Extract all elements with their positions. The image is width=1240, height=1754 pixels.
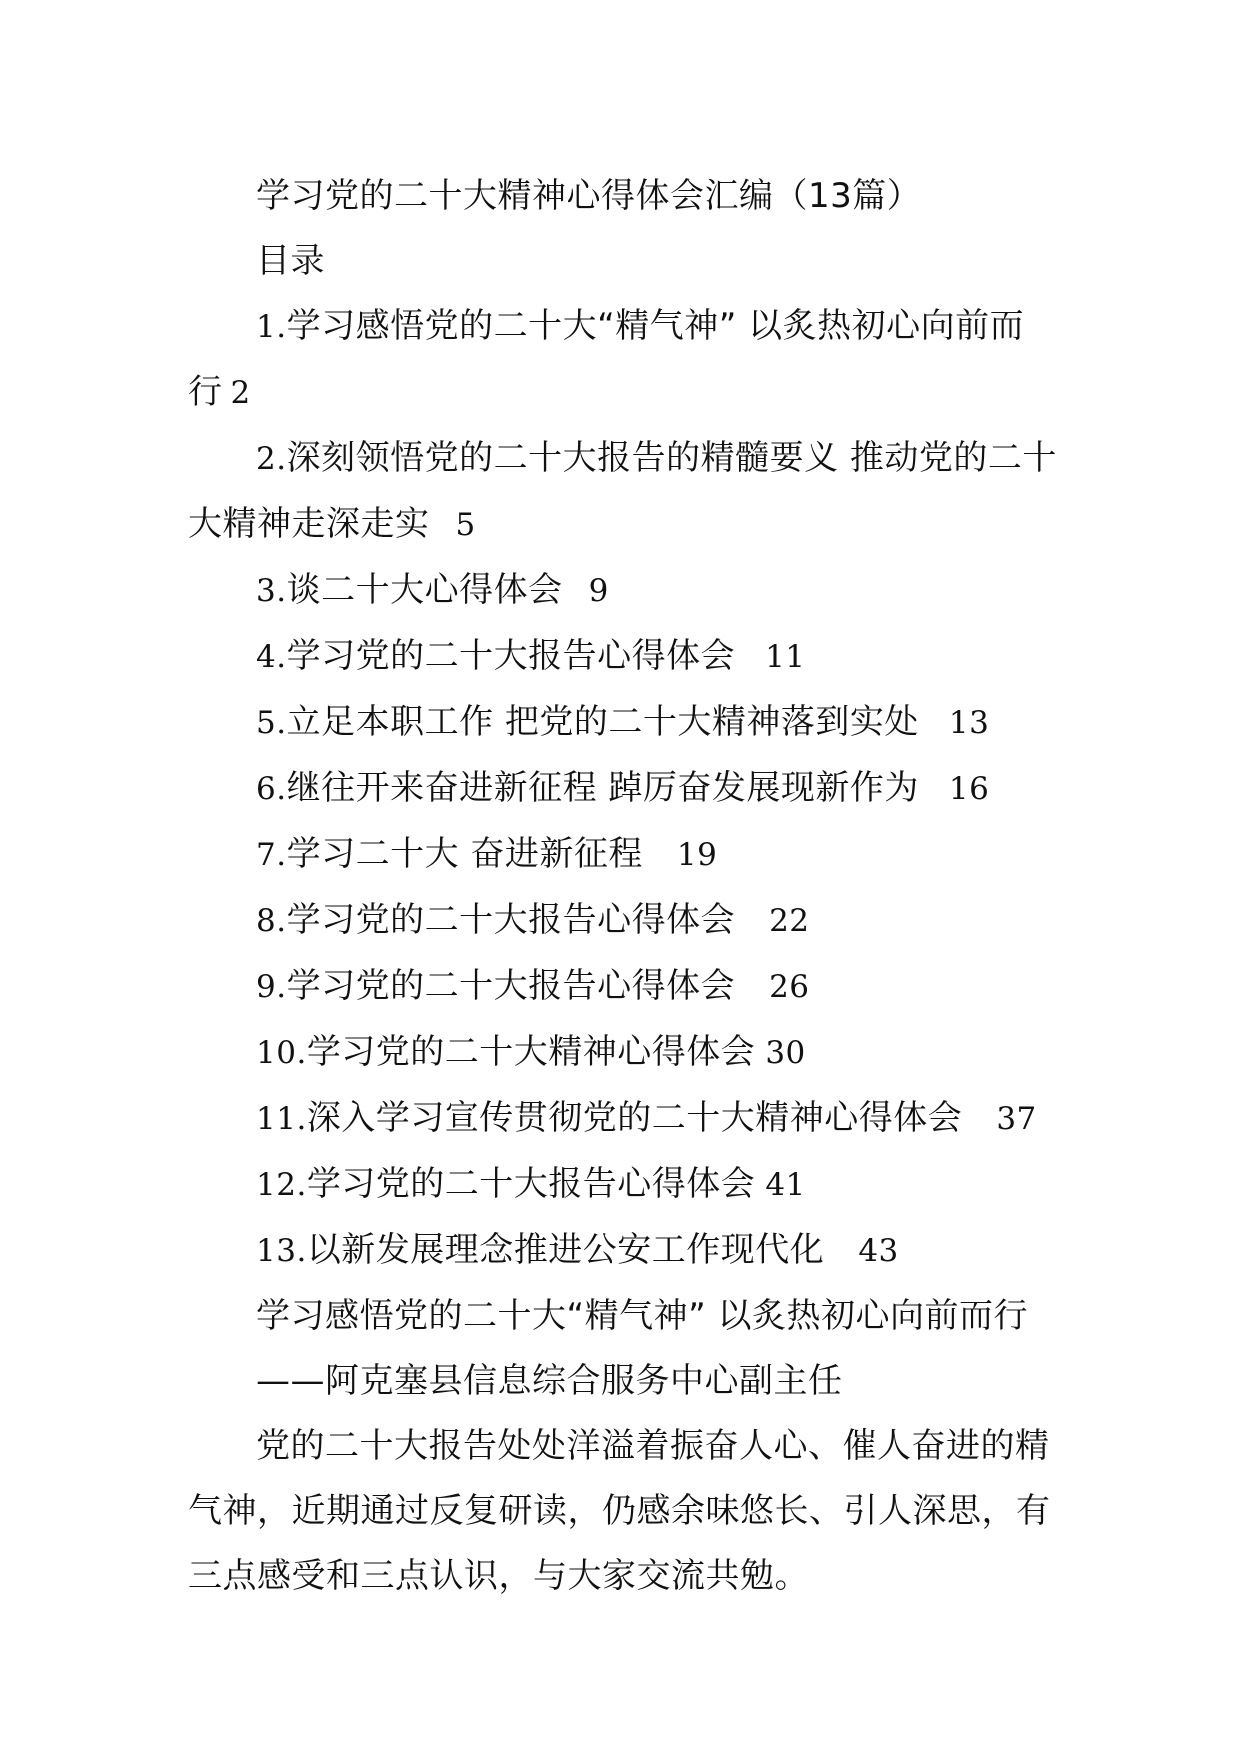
toc-entry-title: 以新发展理念推进公安工作现代化 [306, 1230, 825, 1270]
toc-entry-1[interactable] [188, 294, 1058, 360]
toc-entry-page: 16 [948, 771, 990, 807]
toc-entry-number: 6. [256, 771, 287, 807]
toc-entry-6[interactable] [188, 756, 1058, 822]
article-title: 学习感悟党的二十大“精气神” 以炙热初心向前而行 [256, 1296, 1029, 1336]
article-body-line-2: 气神，近期通过反复研读，仍感余味悠长、引人深思，有 [188, 1491, 1051, 1531]
toc-entry-page: 9 [588, 573, 609, 609]
toc-entry-2-continuation[interactable] [188, 492, 1058, 558]
toc-entry-page: 26 [769, 969, 810, 1005]
toc-entry-number: 5. [256, 705, 287, 741]
toc-entry-3[interactable] [188, 558, 1058, 624]
toc-entry-title: 学习党的二十大报告心得体会 [286, 900, 736, 940]
toc-entry-title-cont: 大精神走深走实 [188, 504, 430, 544]
toc-entry-title: 学习感悟党的二十大“精气神” 以炙热初心向前而 [286, 306, 1025, 346]
toc-entry-1-continuation[interactable] [188, 360, 1058, 426]
toc-entry-page: 11 [765, 639, 806, 675]
toc-entry-12[interactable] [188, 1152, 1058, 1218]
toc-entry-number: 1. [256, 309, 287, 345]
toc-entry-number: 12. [256, 1167, 307, 1203]
toc-entry-page: 43 [858, 1233, 899, 1269]
toc-entry-page: 13 [948, 705, 990, 741]
toc-entry-10[interactable] [188, 1020, 1058, 1086]
toc-entry-number: 4. [256, 639, 287, 675]
toc-entry-number: 10. [256, 1035, 307, 1071]
toc-entry-title: 学习二十大 奋进新征程 [286, 834, 643, 874]
article-body-line-3: 三点感受和三点认识，与大家交流共勉。 [188, 1556, 809, 1596]
toc-entry-title-cont: 行 [188, 372, 223, 412]
toc-entry-5[interactable] [188, 690, 1058, 756]
toc-entry-number: 7. [256, 837, 287, 873]
toc-entry-7[interactable] [188, 822, 1058, 888]
toc-entry-page: 37 [996, 1101, 1037, 1137]
toc-heading: 目录 [256, 241, 325, 281]
toc-entry-title: 学习党的二十大报告心得体会 [286, 966, 736, 1006]
toc-entry-11[interactable] [188, 1086, 1058, 1152]
toc-entry-number: 11. [256, 1101, 307, 1137]
toc-entry-page: 2 [230, 375, 251, 411]
toc-entry-page: 41 [765, 1167, 806, 1203]
toc-entry-number: 8. [256, 903, 287, 939]
toc-entry-title: 深入学习宣传贯彻党的二十大精神心得体会 [306, 1098, 963, 1138]
toc-entry-page: 22 [769, 903, 810, 939]
toc-entry-4[interactable] [188, 624, 1058, 690]
toc-entry-title: 学习党的二十大精神心得体会 [306, 1032, 756, 1072]
toc-entry-number: 13. [256, 1233, 307, 1269]
toc-entry-number: 3. [256, 573, 287, 609]
toc-entry-page: 5 [455, 507, 476, 543]
toc-entry-title: 学习党的二十大报告心得体会 [306, 1164, 756, 1204]
toc-entry-2[interactable] [188, 426, 1058, 492]
toc-entry-number: 9. [256, 969, 287, 1005]
toc-entry-8[interactable] [188, 888, 1058, 954]
toc-entry-title: 继往开来奋进新征程 踔厉奋发展现新作为 [286, 768, 919, 808]
toc-entry-number: 2. [256, 441, 287, 477]
article-author: ——阿克塞县信息综合服务中心副主任 [256, 1361, 843, 1401]
toc-entry-title: 学习党的二十大报告心得体会 [286, 636, 736, 676]
toc-entry-page: 19 [676, 837, 718, 873]
toc-entry-title: 立足本职工作 把党的二十大精神落到实处 [286, 702, 919, 742]
toc-entry-9[interactable] [188, 954, 1058, 1020]
toc-entry-title: 深刻领悟党的二十大报告的精髓要义 推动党的二十 [286, 438, 1057, 478]
toc-entry-page: 30 [765, 1035, 806, 1071]
toc-entry-13[interactable] [188, 1218, 1058, 1284]
toc-entry-title: 谈二十大心得体会 [286, 570, 563, 610]
article-body-line-1: 党的二十大报告处处洋溢着振奋人心、催人奋进的精 [256, 1426, 1050, 1466]
document-title: 学习党的二十大精神心得体会汇编（13篇） [256, 176, 922, 216]
document-body [188, 164, 1058, 1609]
